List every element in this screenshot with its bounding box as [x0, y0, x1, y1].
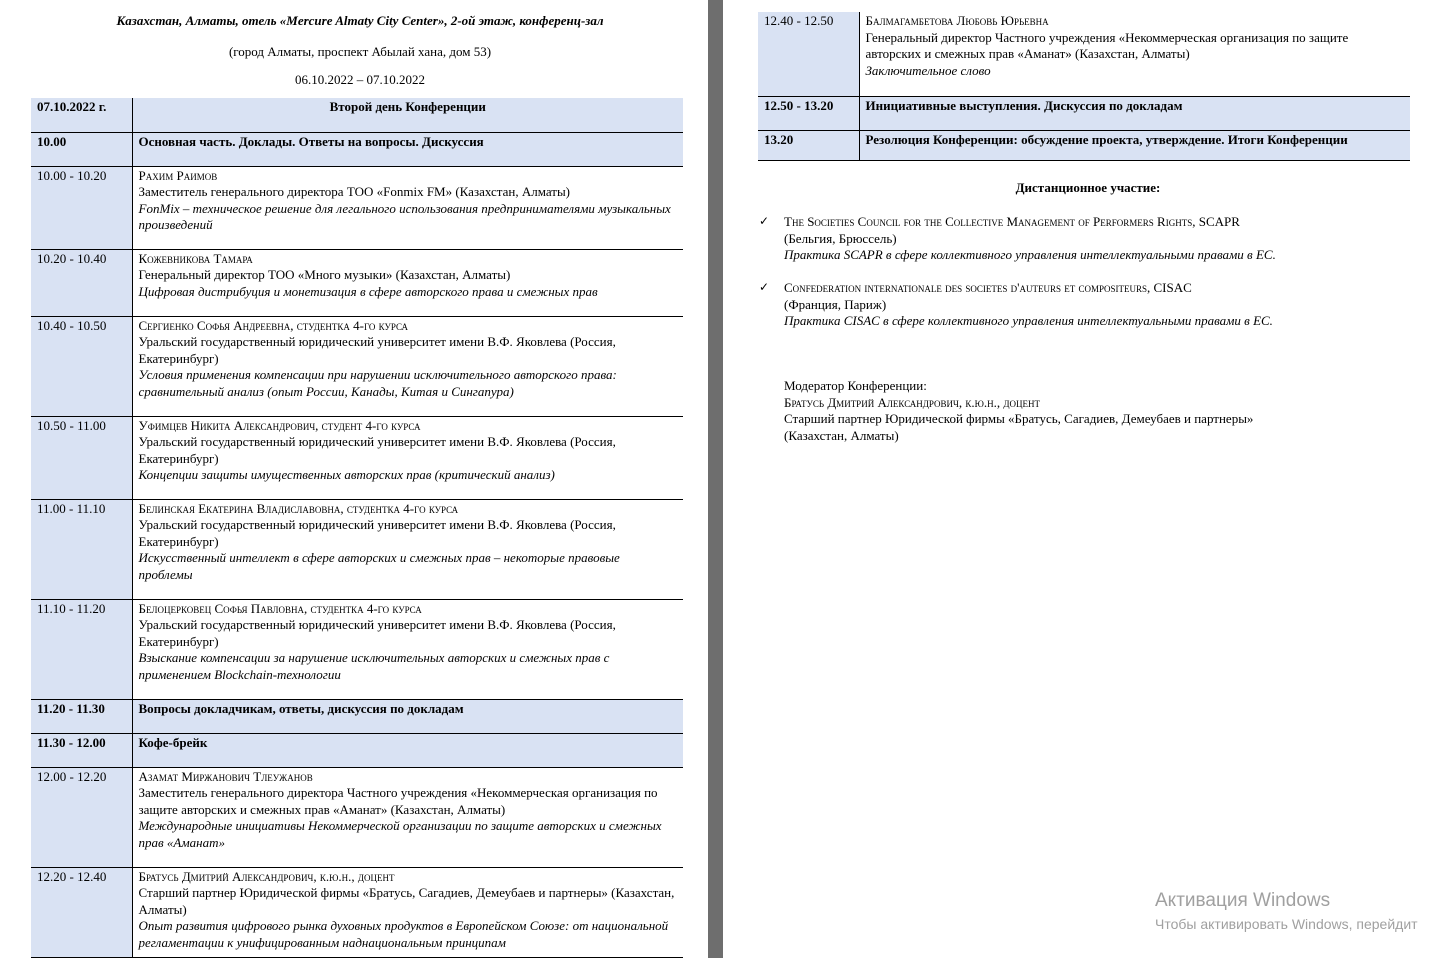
page-gap — [708, 0, 723, 958]
description-cell — [132, 699, 683, 733]
remote-participation-title: Дистанционное участие: — [1015, 180, 1161, 195]
section-title: Вопросы докладчикам, ответы, дискуссия по докладам — [138, 700, 464, 716]
time-cell: 10.00 - 10.20 — [31, 166, 132, 249]
program-table-left — [31, 98, 683, 958]
time-cell: 10.20 - 10.40 — [31, 249, 132, 316]
speaker-org: Уральский государственный юридический университет имени В.Ф. Яковлева (Россия, Екатеринбург) — [138, 517, 616, 549]
speaker-name: Сергиенко Софья Андреевна, студентка 4-го курса — [138, 317, 409, 333]
venue-heading: Казахстан, Алматы, отель «Mercure Almaty City Center», 2-ой этаж, конференц-зал — [116, 13, 604, 28]
address-line: (город Алматы, проспект Абылай хана, дом 53) — [228, 44, 492, 59]
talk-topic: Концепции защиты имущественных авторских прав (критический анализ) — [138, 467, 555, 483]
speaker-name: Рахим Раимов — [138, 167, 218, 183]
description-cell — [132, 166, 683, 249]
checkmark-icon: ✓ — [759, 280, 770, 294]
remote-item-name: Confederation internationale des societes d'auteurs et compositeurs, CISAC — [784, 280, 1192, 295]
speaker-org: Уральский государственный юридический университет имени В.Ф. Яковлева (Россия, Екатеринбург) — [138, 334, 616, 366]
talk-topic: Цифровая дистрибуция и монетизация в сфере авторского права и смежных прав — [138, 283, 598, 299]
time-cell: 12.40 - 12.50 — [758, 12, 859, 96]
watermark-title: Активация Windows — [1155, 890, 1331, 911]
talk-row — [31, 867, 683, 957]
description-cell — [132, 733, 683, 767]
talk-row — [31, 166, 683, 249]
description-cell — [859, 130, 1410, 160]
section-title: Основная часть. Доклады. Ответы на вопросы. Дискуссия — [138, 133, 484, 149]
speaker-name: Уфимцев Никита Александрович, студент 4-го курса — [138, 417, 421, 433]
time-cell: 11.00 - 11.10 — [31, 499, 132, 599]
description-cell — [859, 96, 1410, 130]
speaker-name: Кожевникова Тамара — [138, 250, 253, 266]
remote-item-topic: Практика SCAPR в сфере коллективного управления интеллектуальными правами в ЕС. — [784, 247, 1276, 263]
remote-item — [784, 280, 1384, 330]
speaker-name: Белоцерковец Софья Павловна, студентка 4-го курса — [138, 600, 422, 616]
speaker-org: Уральский государственный юридический университет имени В.Ф. Яковлева (Россия, Екатеринбург) — [138, 617, 616, 649]
moderator-place: (Казахстан, Алматы) — [784, 427, 899, 443]
description-cell — [132, 416, 683, 499]
windows-activation-watermark — [1155, 890, 1418, 932]
time-cell: 10.50 - 11.00 — [31, 416, 132, 499]
time-cell: 10.00 — [31, 132, 132, 166]
speaker-org: Старший партнер Юридической фирмы «Братусь, Сагадиев, Демеубаев и партнеры» (Казахстан, Алматы) — [138, 885, 675, 917]
moderator-org: Старший партнер Юридической фирмы «Братусь, Сагадиев, Демеубаев и партнеры» — [784, 411, 1254, 427]
remote-item-place: (Франция, Париж) — [784, 296, 887, 312]
time-cell: 11.20 - 11.30 — [31, 699, 132, 733]
time-cell: 07.10.2022 г. — [31, 98, 132, 132]
talk-topic: Взыскание компенсации за нарушение исключительных авторских и смежных прав с применением Blockchain-технологии — [138, 650, 610, 682]
description-cell — [132, 132, 683, 166]
talk-topic: FonMix – техническое решение для легального использования предпринимателями музыкальных произведений — [138, 200, 671, 233]
section-title: Второй день Конференции — [329, 99, 486, 114]
time-cell: 12.00 - 12.20 — [31, 767, 132, 867]
section-title: Инициативные выступления. Дискуссия по докладам — [865, 97, 1183, 113]
talk-row — [31, 416, 683, 499]
description-cell — [132, 499, 683, 599]
description-cell — [859, 12, 1410, 96]
speaker-name: Братусь Дмитрий Александрович, к.ю.н., доцент — [138, 868, 395, 884]
talk-topic: Искусственный интеллект в сфере авторских и смежных прав – некоторые правовые проблемы — [138, 550, 620, 582]
remote-item — [784, 214, 1384, 264]
speaker-name: Белинская Екатерина Владиславовна, студентка 4-го курса — [138, 500, 459, 516]
description-cell — [132, 316, 683, 416]
talk-row — [758, 12, 1410, 96]
time-cell: 12.20 - 12.40 — [31, 867, 132, 957]
description-cell — [132, 599, 683, 699]
moderator-label: Модератор Конференции: — [784, 378, 927, 393]
section-row — [31, 699, 683, 733]
talk-row — [31, 767, 683, 867]
section-title: Резолюция Конференции: обсуждение проекта, утверждение. Итоги Конференции — [865, 131, 1348, 147]
speaker-org: Генеральный директор Частного учреждения «Некоммерческая организация по защите авторских и смежных прав «Аманат» (Казахстан, Алматы) — [865, 29, 1349, 62]
talk-topic: Опыт развития цифрового рынка духовных продуктов в Европейском Союзе: от национальной регламентации к унифицированным наднациональным принципам — [138, 918, 669, 950]
section-row — [31, 98, 683, 132]
remote-item-place: (Бельгия, Брюссель) — [784, 230, 897, 246]
time-cell: 12.50 - 13.20 — [758, 96, 859, 130]
talk-row — [31, 599, 683, 699]
moderator-name: Братусь Дмитрий Александрович, к.ю.н., доцент — [784, 394, 1041, 410]
speaker-name: Балмагамбетова Любовь Юрьевна — [865, 13, 1049, 28]
speaker-org: Уральский государственный юридический университет имени В.Ф. Яковлева (Россия, Екатеринбург) — [138, 434, 616, 466]
time-cell: 10.40 - 10.50 — [31, 316, 132, 416]
dates-line: 06.10.2022 – 07.10.2022 — [295, 72, 425, 87]
talk-topic: Международные инициативы Некоммерческой организации по защите авторских и смежных прав «Аманат» — [138, 818, 662, 850]
program-table-right — [758, 12, 1410, 161]
speaker-name: Азамат Миржанович Тлеужанов — [138, 768, 313, 784]
talk-topic: Условия применения компенсации при нарушении исключительного авторского права: сравнительный анализ (опыт России, Канады, Китая и Сингапура) — [138, 367, 617, 399]
time-cell: 11.10 - 11.20 — [31, 599, 132, 699]
talk-row — [31, 499, 683, 599]
speaker-org: Генеральный директор ТОО «Много музыки» (Казахстан, Алматы) — [138, 267, 511, 283]
section-row — [758, 130, 1410, 160]
description-cell — [132, 867, 683, 957]
talk-row — [31, 316, 683, 416]
section-title: Кофе-брейк — [138, 734, 208, 750]
description-cell — [132, 767, 683, 867]
speaker-org: Заместитель генерального директора ТОО «Fonmix FM» (Казахстан, Алматы) — [138, 184, 571, 200]
section-row — [31, 132, 683, 166]
talk-topic: Заключительное слово — [865, 62, 991, 78]
description-cell — [132, 98, 683, 132]
watermark-subtitle: Чтобы активировать Windows, перейдит — [1155, 916, 1418, 932]
time-cell: 11.30 - 12.00 — [31, 733, 132, 767]
talk-row — [31, 249, 683, 316]
remote-item-topic: Практика CISAC в сфере коллективного управления интеллектуальными правами в ЕС. — [784, 313, 1273, 329]
description-cell — [132, 249, 683, 316]
speaker-org: Заместитель генерального директора Частного учреждения «Некоммерческая организация по защите авторских и смежных прав «Аманат» (Казахстан, Алматы) — [138, 785, 658, 817]
section-row — [31, 733, 683, 767]
moderator-block — [784, 378, 1253, 444]
remote-item-name: The Societies Council for the Collective Management of Performers Rights, SCAPR — [784, 214, 1240, 229]
checkmark-icon: ✓ — [759, 214, 770, 228]
time-cell: 13.20 — [758, 130, 859, 160]
section-row — [758, 96, 1410, 130]
